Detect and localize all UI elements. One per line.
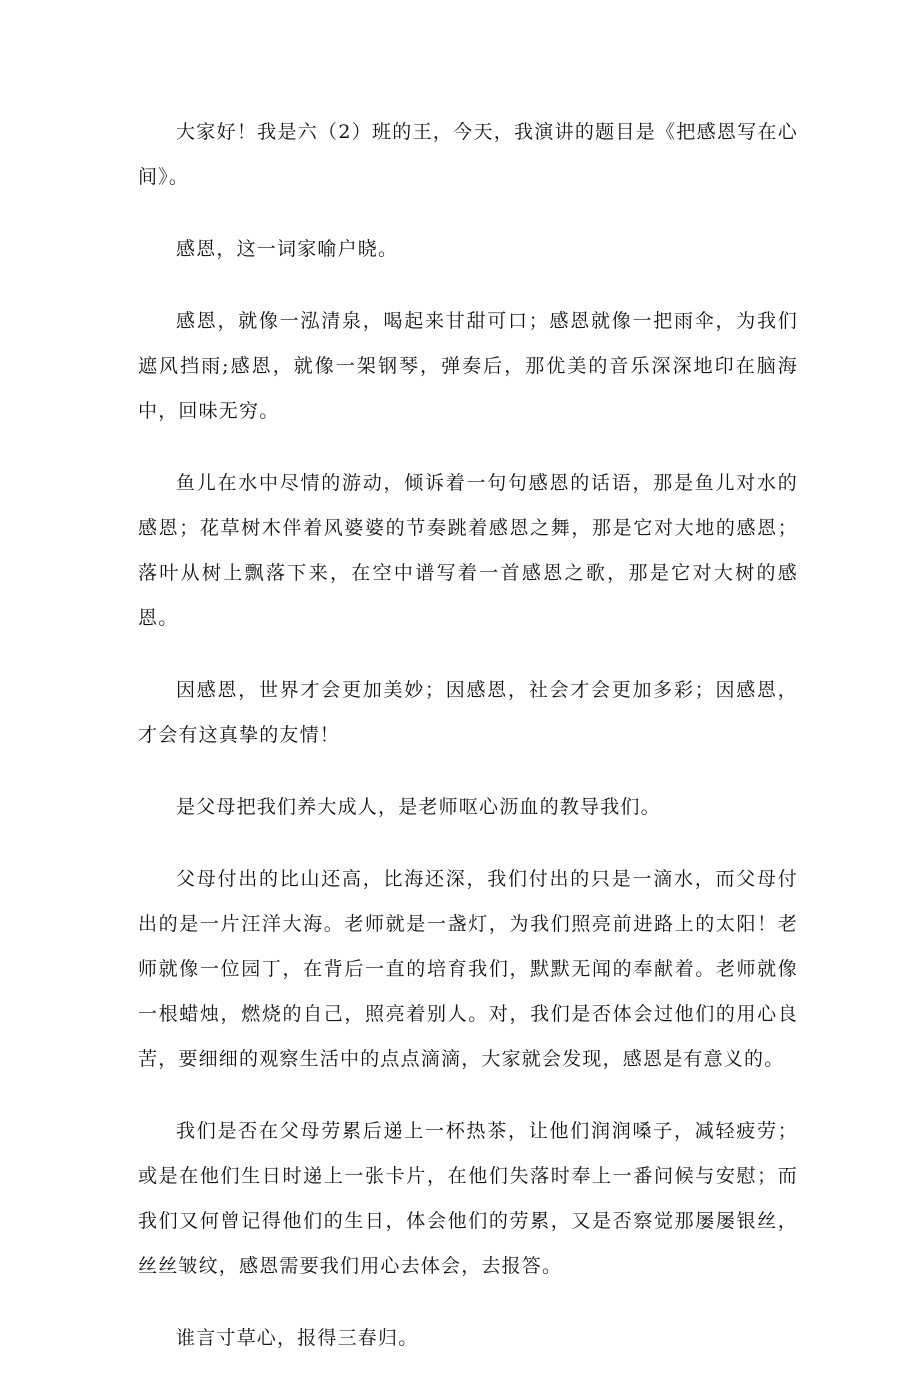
paragraph: 父母付出的比山还高，比海还深，我们付出的只是一滴水，而父母付出的是一片汪洋大海。老师就是一盏灯，为我们照亮前进路上的太阳！老师就像一位园丁，在背后一直的培育我们，默默无闻的奉献着。老师就像一根蜡烛，燃烧的自己，照亮着别人。对，我们是否体会过他们的用心良苦，要细细的观察生活中的点点滴滴，大家就会发现，感恩是有意义的。 xyxy=(138,868,798,1070)
paragraph: 感恩，这一词家喻户晓。 xyxy=(176,238,399,260)
speech-text xyxy=(138,110,798,1388)
paragraph: 是父母把我们养大成人，是老师呕心沥血的教导我们。 xyxy=(176,796,661,818)
paragraph: 我们是否在父母劳累后递上一杯热茶，让他们润润嗓子，减轻疲劳；或是在他们生日时递上一张卡片，在他们失落时奉上一番问候与安慰；而我们又何曾记得他们的生日，体会他们的劳累，又是否察觉那屡屡银丝，丝丝皱纹，感恩需要我们用心去体会，去报答。 xyxy=(138,1120,798,1277)
paragraph: 大家好！我是六（2）班的王，今天，我演讲的题目是《把感恩写在心间》。 xyxy=(138,121,798,188)
paragraph: 感恩，就像一泓清泉，喝起来甘甜可口；感恩就像一把雨伞，为我们遮风挡雨;感恩，就像一架钢琴，弹奏后，那优美的音乐深深地印在脑海中，回味无穷。 xyxy=(138,310,798,422)
paragraph: 鱼儿在水中尽情的游动，倾诉着一句句感恩的话语，那是鱼儿对水的感恩；花草树木伴着风婆婆的节奏跳着感恩之舞，那是它对大地的感恩；落叶从树上飘落下来，在空中谱写着一首感恩之歌，那是它对大树的感恩。 xyxy=(138,472,798,629)
paragraph: 谁言寸草心，报得三春归。 xyxy=(176,1327,419,1349)
paragraph: 因感恩，世界才会更加美妙；因感恩，社会才会更加多彩；因感恩，才会有这真挚的友情！ xyxy=(138,679,798,746)
